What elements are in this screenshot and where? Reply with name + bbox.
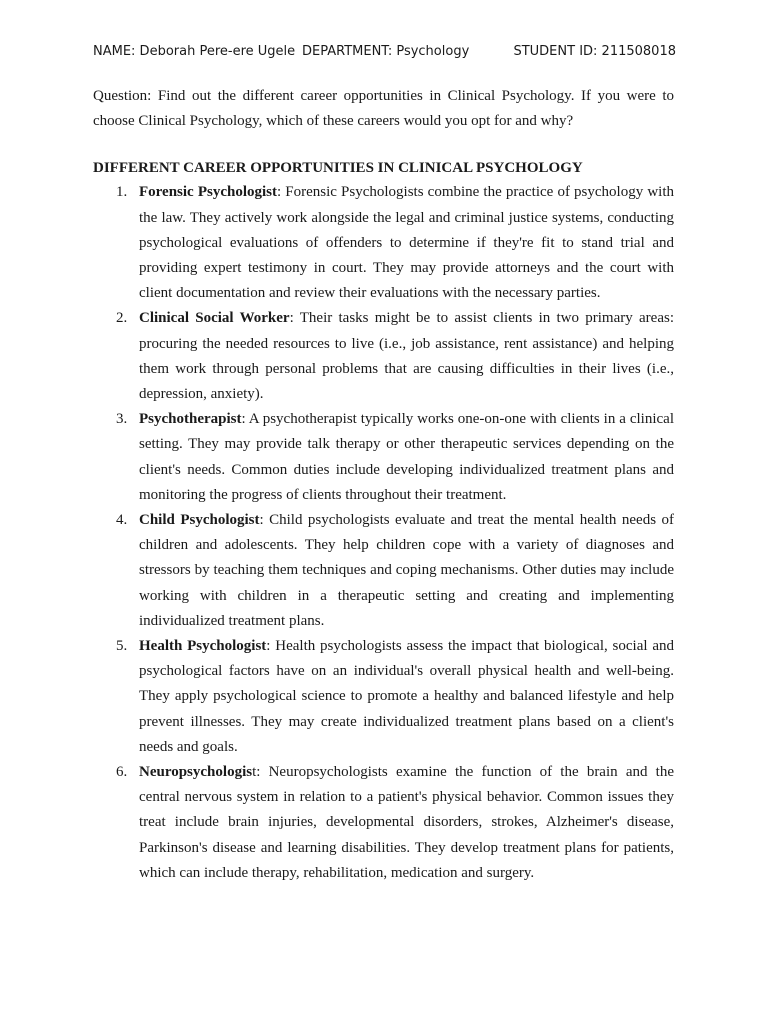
- student-id: STUDENT ID: 211508018: [513, 44, 676, 59]
- document-body: [93, 84, 674, 886]
- list-item-number: 4.: [116, 512, 128, 529]
- career-list-item: [93, 407, 674, 508]
- career-title: Neuropsychologis: [139, 764, 253, 781]
- career-description: : Child psychologists evaluate and treat the mental health needs of children and adolescents. They help children cope with a variety of diagnoses and stressors by teaching them techniques and coping mechanisms. Other duties may include working with children in a therapeutic setting and creating and implementing individualized treatment plans.: [139, 512, 674, 629]
- career-list-item: [93, 180, 674, 306]
- student-department: DEPARTMENT: Psychology: [302, 44, 470, 59]
- list-item-number: 2.: [116, 310, 128, 327]
- list-item-number: 1.: [116, 184, 128, 201]
- student-name: NAME: Deborah Pere-ere Ugele: [93, 44, 296, 59]
- career-description: : Forensic Psychologists combine the practice of psychology with the law. They actively work alongside the legal and criminal justice systems, conducting psychological evaluations of offenders to determine if they're fit to stand trial and providing expert testimony in court. They may provide attorneys and the court with client documentation and review their evaluations with the necessary parties.: [139, 184, 674, 302]
- list-item-number: 3.: [116, 411, 128, 428]
- career-description: : A psychotherapist typically works one-on-one with clients in a clinical setting. They may provide talk therapy or other therapeutic services depending on the client's needs. Common duties include developing individualized treatment plans and monitoring the progress of clients throughout their treatment.: [139, 411, 674, 503]
- career-title: Clinical Social Worker: [139, 310, 290, 327]
- career-title-suffix: t: [252, 764, 257, 781]
- career-list-item: [93, 634, 674, 760]
- career-list-item: [93, 306, 674, 407]
- question-paragraph: Question: Find out the different career opportunities in Clinical Psychology. If you were to choose Clinical Psychology, which of these careers would you opt for and why?: [93, 88, 674, 130]
- list-item-number: 5.: [116, 638, 128, 655]
- career-list: [93, 180, 674, 886]
- career-description: : Their tasks might be to assist clients in two primary areas: procuring the needed resources to live (i.e., job assistance, rent assistance) and helping them work through personal problems that are causing difficulties in their lives (i.e., depression, anxiety).: [139, 310, 674, 403]
- list-item-number: 6.: [116, 764, 128, 781]
- career-list-item: [93, 508, 674, 634]
- section-heading: DIFFERENT CAREER OPPORTUNITIES IN CLINICAL PSYCHOLOGY: [93, 160, 583, 177]
- page-header: [93, 44, 676, 62]
- career-description: : Health psychologists assess the impact that biological, social and psychological factors have on an individual's overall physical health and well-being. They apply psychological science to promote a healthy and balanced lifestyle and help prevent illnesses. They may create individualized treatment plans based on a client's needs and goals.: [139, 638, 674, 755]
- career-list-item: [93, 760, 674, 886]
- career-title: Forensic Psychologist: [139, 184, 277, 201]
- career-title: Health Psychologist: [139, 638, 267, 655]
- career-description: : Neuropsychologists examine the function of the brain and the central nervous system in relation to a patient's physical behavior. Common issues they treat include brain injuries, developmental disorders, strokes, Alzheimer's disease, Parkinson's disease and learning disabilities. They develop treatment plans for patients, which can include therapy, rehabilitation, medication and surgery.: [139, 764, 674, 881]
- career-title: Child Psychologist: [139, 512, 260, 529]
- career-title: Psychotherapist: [139, 411, 242, 428]
